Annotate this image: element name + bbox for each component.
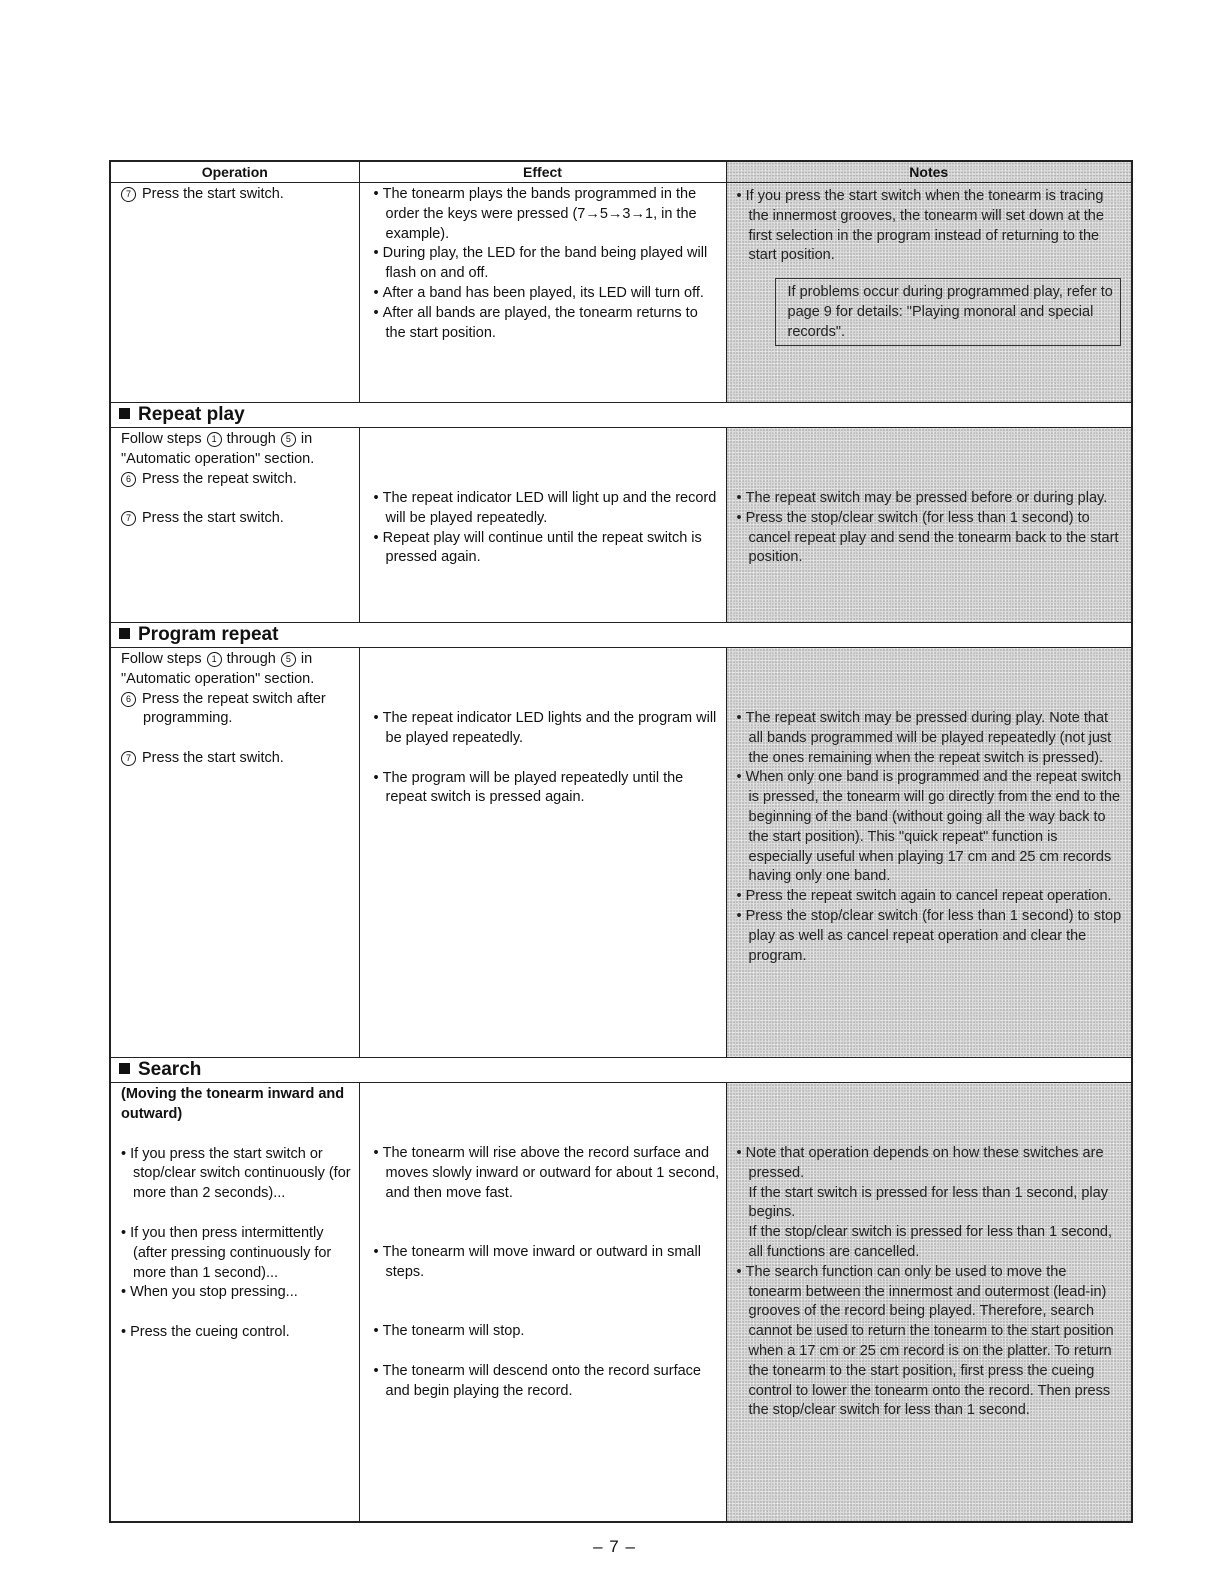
search-effect-3: • The tonearm will stop. <box>374 1322 720 1342</box>
header-operation: Operation <box>111 162 359 183</box>
programmed-operation <box>111 183 359 403</box>
programmed-notes <box>726 183 1131 403</box>
repeat-play-effect-2: • Repeat play will continue until the repeat switch is pressed again. <box>374 529 720 569</box>
step-1-marker: 1 <box>207 652 222 667</box>
program-repeat-step6: Press the repeat switch after programming. <box>142 690 326 727</box>
search-op-2: • If you then press intermittently (after pressing continuously for more than 1 second)... <box>121 1224 353 1283</box>
table-header <box>111 162 1131 183</box>
programmed-note: • If you press the start switch when the tonearm is tracing the innermost grooves, the tonearm will set down at the first selection in the program instead of returning to the start position. <box>737 187 1124 266</box>
program-repeat-note-3: • Press the repeat switch again to cancel repeat operation. <box>737 887 1124 907</box>
search-title: Search <box>138 1059 202 1080</box>
program-repeat-effect <box>359 648 726 1058</box>
program-repeat-effect-2: • The program will be played repeatedly until the repeat switch is pressed again. <box>374 769 720 809</box>
repeat-play-step7: Press the start switch. <box>142 510 284 527</box>
search-effect-1: • The tonearm will rise above the record surface and moves slowly inward or outward for about 1 second, and then move fast. <box>374 1144 720 1223</box>
programmed-effect <box>359 183 726 403</box>
program-repeat-notes <box>726 648 1131 1058</box>
search-note-1: • Note that operation depends on how these switches are pressed. <box>737 1144 1124 1184</box>
repeat-play-effect <box>359 428 726 623</box>
search-row <box>111 1083 1131 1521</box>
search-heading-row <box>111 1058 1131 1083</box>
search-notes <box>726 1083 1131 1521</box>
header-notes: Notes <box>726 162 1131 183</box>
header-effect: Effect <box>359 162 726 183</box>
follow-text: through <box>226 651 276 667</box>
repeat-play-heading <box>111 403 1131 428</box>
search-op-3: • When you stop pressing... <box>121 1283 353 1303</box>
follow-text: Follow steps <box>121 431 202 447</box>
repeat-play-notes <box>726 428 1131 623</box>
program-repeat-row <box>111 648 1131 1058</box>
program-repeat-note-2: • When only one band is programmed and the repeat switch is pressed, the tonearm will go directly from the end to the beginning of the band (without going all the way back to the start position). This "quick repeat" function is especially useful when playing 17 cm and 25 cm records having only one band. <box>737 768 1124 887</box>
program-repeat-step7: Press the start switch. <box>142 750 284 767</box>
repeat-play-heading-row <box>111 403 1131 428</box>
search-op-4: • Press the cueing control. <box>121 1323 353 1343</box>
repeat-play-row <box>111 428 1131 623</box>
step-1-marker: 1 <box>207 432 222 447</box>
step-7-marker: 7 <box>121 751 136 766</box>
step-7-marker: 7 <box>121 511 136 526</box>
program-repeat-note-1: • The repeat switch may be pressed during play. Note that all bands programmed will be played repeatedly (not just the ones remaining when the repeat switch is pressed). <box>737 709 1124 768</box>
search-subtitle: (Moving the tonearm inward and outward) <box>121 1086 345 1122</box>
search-effect <box>359 1083 726 1521</box>
programmed-effect-1: • The tonearm plays the bands programmed in the order the keys were pressed (7→5→3→1, in the example). <box>374 185 720 244</box>
repeat-play-follow <box>121 430 353 470</box>
program-repeat-effect-1: • The repeat indicator LED lights and the program will be played repeatedly. <box>374 709 720 749</box>
program-repeat-operation <box>111 648 359 1058</box>
programmed-op-text: Press the start switch. <box>142 186 284 202</box>
programmed-row <box>111 183 1131 403</box>
follow-text: through <box>226 431 276 447</box>
program-repeat-heading <box>111 623 1131 648</box>
search-op-1: • If you press the start switch or stop/clear switch continuously (for more than 2 seconds)... <box>121 1145 353 1204</box>
search-effect-4: • The tonearm will descend onto the record surface and begin playing the record. <box>374 1362 720 1402</box>
search-note-1b: If the start switch is pressed for less than 1 second, play begins. <box>748 1184 1108 1221</box>
square-bullet-icon <box>119 1063 130 1074</box>
square-bullet-icon <box>119 408 130 419</box>
programmed-effect-3: • After a band has been played, its LED will turn off. <box>374 284 720 304</box>
search-heading <box>111 1058 1131 1083</box>
operations-table <box>109 160 1133 1523</box>
page-number: – 7 – <box>593 1537 636 1556</box>
search-operation <box>111 1083 359 1521</box>
step-6-marker: 6 <box>121 692 136 707</box>
program-repeat-title: Program repeat <box>138 624 279 645</box>
programmed-effect-4: • After all bands are played, the tonearm returns to the start position. <box>374 304 720 344</box>
repeat-play-operation <box>111 428 359 623</box>
square-bullet-icon <box>119 628 130 639</box>
program-repeat-follow <box>121 650 353 690</box>
search-note-1c: If the stop/clear switch is pressed for less than 1 second, all functions are cancelled. <box>748 1224 1112 1260</box>
programmed-effect-2: • During play, the LED for the band being played will flash on and off. <box>374 244 720 284</box>
follow-text: in "Automatic operation" section. <box>121 651 315 687</box>
repeat-play-step6: Press the repeat switch. <box>142 470 297 487</box>
repeat-play-effect-1: • The repeat indicator LED will light up and the record will be played repeatedly. <box>374 489 720 529</box>
follow-text: Follow steps <box>121 651 202 667</box>
search-effect-2: • The tonearm will move inward or outward in small steps. <box>374 1243 720 1322</box>
program-repeat-note-4: • Press the stop/clear switch (for less than 1 second) to stop play as well as cancel repeat operation and clear the program. <box>737 907 1124 966</box>
follow-text: in "Automatic operation" section. <box>121 431 315 467</box>
programmed-boxed-note: If problems occur during programmed play, refer to page 9 for details: "Playing monoral and special records". <box>775 278 1122 345</box>
search-note-2: • The search function can only be used to move the tonearm between the innermost and outermost (lead-in) grooves of the record being played. Therefore, search cannot be used to return the tonearm to the start position when a 17 cm or 25 cm record is on the platter. To return the tonearm to the start position, first press the cueing control to lower the tonearm onto the record. Then press the stop/clear switch for less than 1 second. <box>737 1263 1124 1421</box>
step-6-marker: 6 <box>121 472 136 487</box>
step-7-marker: 7 <box>121 187 136 202</box>
step-5-marker: 5 <box>281 432 296 447</box>
repeat-play-note-2: • Press the stop/clear switch (for less than 1 second) to cancel repeat play and send the tonearm back to the start position. <box>737 509 1124 568</box>
repeat-play-title: Repeat play <box>138 404 245 425</box>
program-repeat-heading-row <box>111 623 1131 648</box>
step-5-marker: 5 <box>281 652 296 667</box>
repeat-play-note-1: • The repeat switch may be pressed before or during play. <box>737 489 1124 509</box>
